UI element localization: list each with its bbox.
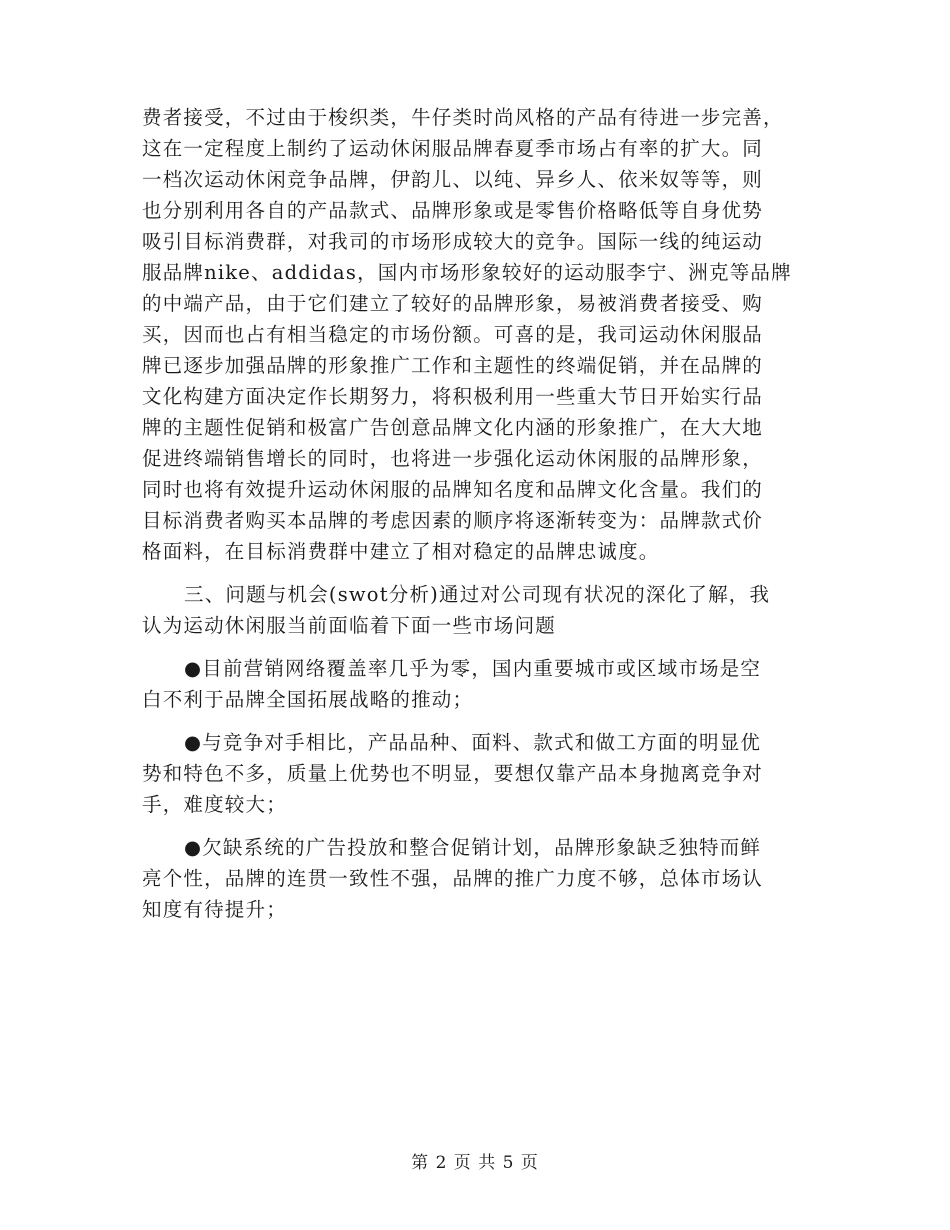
text-line: 吸引目标消费群，对我司的市场形成较大的竞争。国际一线的纯运动 [142,230,764,253]
text-line: 三、问题与机会(swot分析)通过对公司现有状况的深化了解，我 [184,583,771,606]
paragraph [142,579,810,641]
paragraph [142,727,810,820]
text-line: 牌已逐步加强品牌的形象推广工作和主题性的终端促销，并在品牌的 [142,354,764,377]
text-line: 手，难度较大； [142,793,287,816]
paragraph-gap [142,641,810,653]
text-line: 白不利于品牌全国拓展战略的推动； [142,688,474,711]
text-line: 也分别利用各自的产品款式、品牌形象或是零售价格略低等自身优势 [142,199,764,222]
text-line: 促进终端销售增长的同时，也将进一步强化运动休闲服的品牌形象， [142,447,764,470]
text-line: 亮个性，品牌的连贯一致性不强，品牌的推广力度不够，总体市场认 [142,867,764,890]
text-line: 买，因而也占有相当稳定的市场份额。可喜的是，我司运动休闲服品 [142,323,764,346]
text-line: 势和特色不多，质量上优势也不明显，要想仅靠产品本身抛离竞争对 [142,762,764,785]
text-line: 一档次运动休闲竞争品牌，伊韵儿、以纯、异乡人、依米奴等等，则 [142,168,764,191]
text-line: 文化构建方面决定作长期努力，将积极利用一些重大节日开始实行品 [142,385,764,408]
paragraph [142,102,810,567]
paragraph-gap [142,567,810,579]
document-body [142,102,810,925]
text-line: 同时也将有效提升运动休闲服的品牌知名度和品牌文化含量。我们的 [142,478,764,501]
paragraph [142,653,810,715]
text-line: 服品牌nike、addidas，国内市场形象较好的运动服李宁、洲克等品牌 [142,261,792,284]
text-line: 这在一定程度上制约了运动休闲服品牌春夏季市场占有率的扩大。同 [142,137,764,160]
text-line: ●与竞争对手相比，产品品种、面料、款式和做工方面的明显优 [184,731,762,754]
text-line: 认为运动休闲服当前面临着下面一些市场问题 [142,614,557,637]
text-line: ●目前营销网络覆盖率几乎为零，国内重要城市或区域市场是空 [184,657,762,680]
paragraph-gap [142,715,810,727]
text-line: 知度有待提升； [142,898,287,921]
text-line: 格面料，在目标消费群中建立了相对稳定的品牌忠诚度。 [142,540,660,563]
text-line: ●欠缺系统的广告投放和整合促销计划，品牌形象缺乏独特而鲜 [184,836,762,859]
paragraph-gap [142,820,810,832]
text-line: 的中端产品，由于它们建立了较好的品牌形象，易被消费者接受、购 [142,292,764,315]
text-line: 目标消费者购买本品牌的考虑因素的顺序将逐渐转变为：品牌款式价 [142,509,764,532]
text-line: 牌的主题性促销和极富广告创意品牌文化内涵的形象推广，在大大地 [142,416,764,439]
page-footer: 第 2 页 共 5 页 [411,1153,539,1173]
text-line: 费者接受，不过由于梭织类，牛仔类时尚风格的产品有待进一步完善， [142,106,784,129]
paragraph [142,832,810,925]
